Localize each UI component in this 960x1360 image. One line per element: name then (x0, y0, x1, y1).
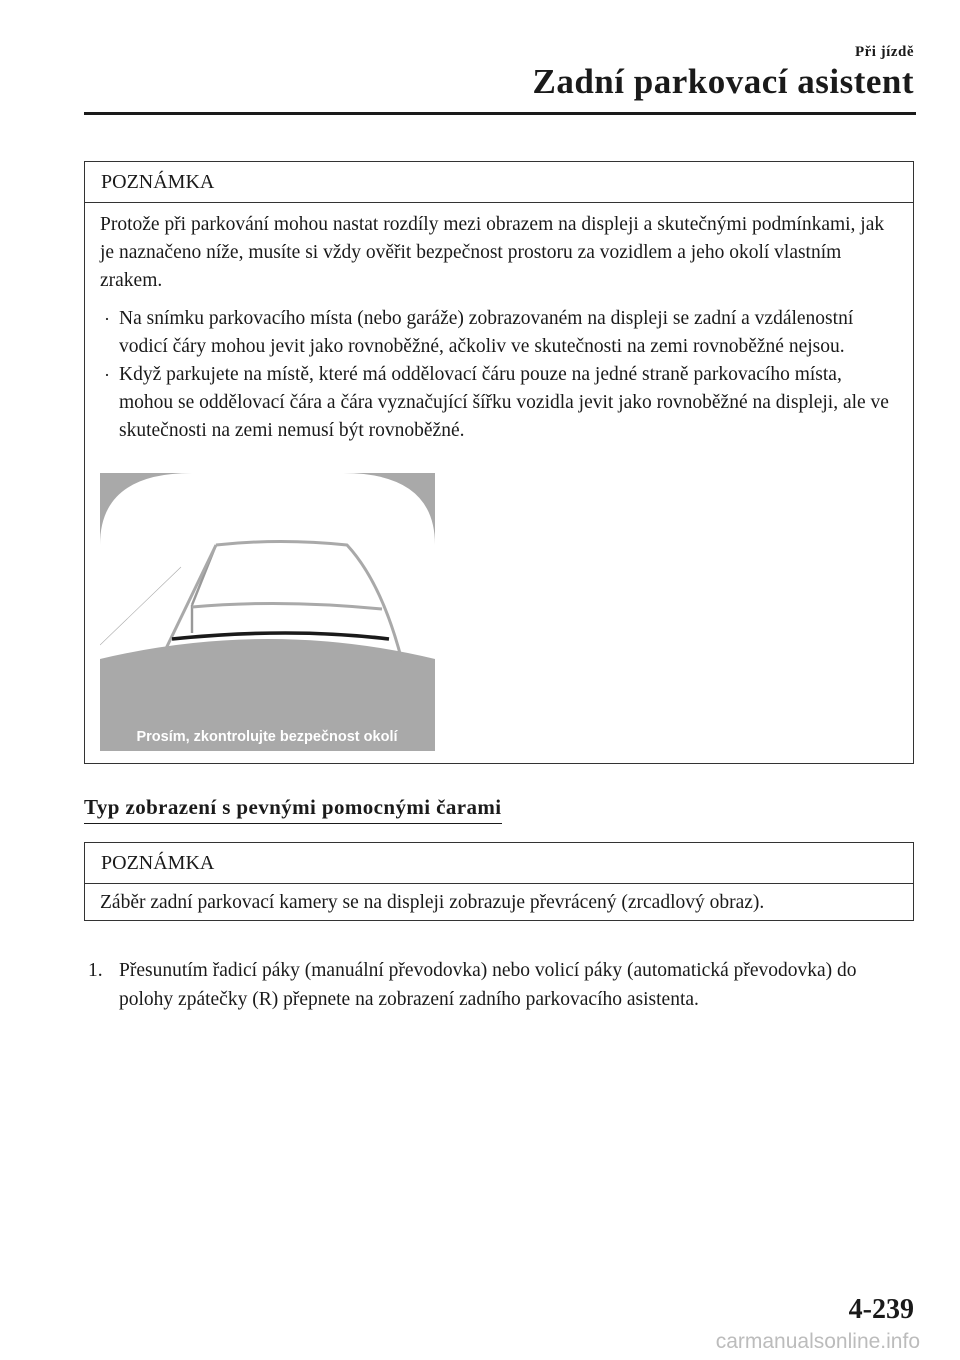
bullet-glyph: · (104, 365, 110, 385)
page-number: 4-239 (848, 1294, 914, 1325)
step-text: Přesunutím řadicí páky (manuální převodovka) nebo volicí páky (automatická převodovka) do polohy zpátečky (R) přepnete na zobrazení zadního parkovacího asistenta. (119, 960, 857, 1010)
list-item (100, 305, 897, 361)
watermark: carmanualsonline.info (715, 1330, 920, 1353)
camera-caption: Prosím, zkontrolujte bezpečnost okolí (136, 729, 398, 745)
bullet-list (100, 305, 897, 445)
section-subheading: Typ zobrazení s pevnými pomocnými čarami (84, 795, 502, 824)
page-title: Zadní parkovací asistent (532, 62, 914, 101)
bullet-glyph: · (104, 309, 110, 329)
note-box (84, 842, 914, 921)
camera-illustration (100, 473, 435, 751)
note-heading: POZNÁMKA (85, 162, 913, 203)
note-text: Záběr zadní parkovací kamery se na displeji zobrazuje převrácený (zrcadlový obraz). (100, 892, 765, 913)
note-body (85, 884, 913, 917)
list-item (100, 361, 897, 445)
bullet-text: Na snímku parkovacího místa (nebo garáže) zobrazovaném na displeji se zadní a vzdálenostní vodicí čáry mohou jevit jako rovnoběžné, ačkoliv ve skutečnosti na zemi rovnoběžné nejsou. (119, 308, 854, 357)
note-box (84, 161, 914, 764)
note-heading: POZNÁMKA (85, 843, 913, 884)
header-rule (84, 112, 916, 115)
header-section: Při jízdě (854, 44, 914, 60)
bullet-text: Když parkujete na místě, které má oddělovací čáru pouze na jedné straně parkovacího místa, mohou se oddělovací čára a čára vyznačující šířku vozidla jevit jako rovnoběžné na displeji, ale ve skutečnosti na zemi nemusí být rovnoběžné. (119, 364, 889, 441)
numbered-step (84, 956, 904, 1014)
step-number: 1. (88, 960, 103, 981)
note-intro: Protože při parkování mohou nastat rozdíly mezi obrazem na displeji a skutečnými podmínkami, jak je naznačeno níže, musíte si vždy ověřit bezpečnost prostoru za vozidlem a jeho okolí vlastním zrakem. (100, 214, 885, 291)
note-body (85, 203, 913, 445)
